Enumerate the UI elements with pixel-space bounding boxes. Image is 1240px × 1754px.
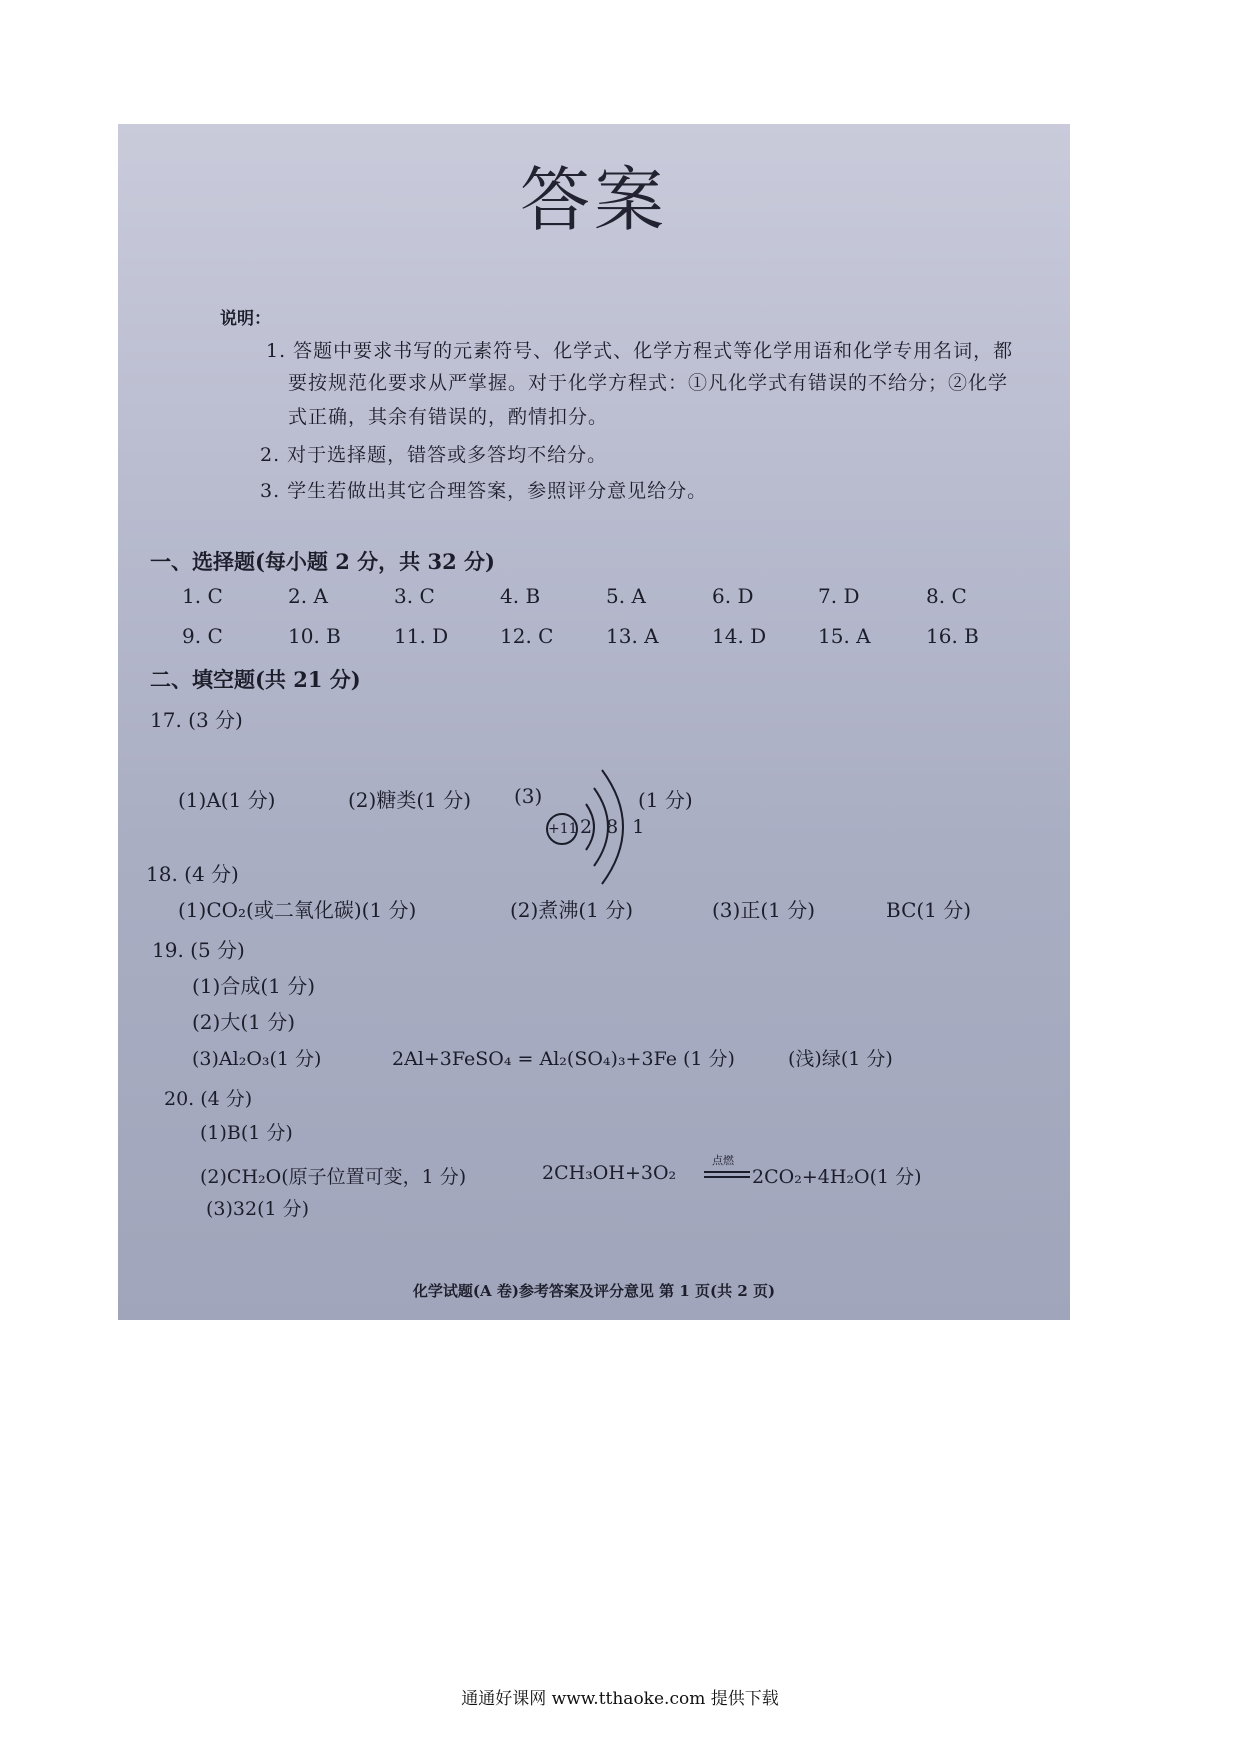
page-footer: 化学试题(A 卷)参考答案及评分意见 第 1 页(共 2 页): [412, 1282, 776, 1300]
q19-equation: 2Al+3FeSO₄ = Al₂(SO₄)₃+3Fe (1 分): [392, 1048, 735, 1070]
choice-answer: 16. B: [926, 624, 979, 648]
choice-answer: 2. A: [288, 584, 328, 608]
equation-bar: [704, 1176, 750, 1178]
equation-bar: [704, 1171, 750, 1173]
page-title: 答案: [520, 159, 668, 241]
question-19-label: 19. (5 分): [152, 938, 245, 962]
choice-answer: 11. D: [394, 624, 449, 648]
note-line: 式正确，其余有错误的，酌情扣分。: [288, 406, 609, 428]
choice-answer: 7. D: [818, 584, 860, 608]
q17-answer-1: (1)A(1 分): [178, 788, 276, 812]
scanned-answer-sheet: [118, 124, 1070, 1320]
electron-shell-counts: 2 8 1: [580, 816, 649, 838]
q19-answer-1: (1)合成(1 分): [192, 974, 316, 998]
choice-answer: 13. A: [606, 624, 659, 648]
sodium-atom-structure-diagram: [546, 760, 786, 910]
note-line: 3. 学生若做出其它合理答案，参照评分意见给分。: [260, 480, 708, 502]
q20-equation-right: 2CO₂+4H₂O(1 分): [752, 1166, 922, 1188]
question-20-label: 20. (4 分): [164, 1088, 253, 1110]
q19-answer-2: (2)大(1 分): [192, 1010, 296, 1034]
note-line: 1. 答题中要求书写的元素符号、化学式、化学方程式等化学用语和化学专用名词，都: [266, 340, 1014, 362]
q20-answer-2: (2)CH₂O(原子位置可变，1 分): [200, 1166, 467, 1188]
q19-answer-4: (浅)绿(1 分): [788, 1048, 893, 1070]
choice-answer: 14. D: [712, 624, 767, 648]
choice-answer: 8. C: [926, 584, 967, 608]
question-18-label: 18. (4 分): [146, 862, 239, 886]
source-watermark: 通通好课网 www.tthaoke.com 提供下载: [461, 1689, 779, 1709]
q20-answer-1: (1)B(1 分): [200, 1122, 293, 1144]
choice-answer: 3. C: [394, 584, 435, 608]
atom-nucleus: +11: [546, 813, 578, 845]
choice-answer: 15. A: [818, 624, 871, 648]
q20-equation-condition: 点燃: [712, 1154, 734, 1167]
choice-answer: 6. D: [712, 584, 754, 608]
choice-answer: 10. B: [288, 624, 341, 648]
q18-answer-1: (1)CO₂(或二氧化碳)(1 分): [178, 898, 417, 922]
note-line: 2. 对于选择题，错答或多答均不给分。: [260, 444, 608, 466]
choice-answer: 1. C: [182, 584, 223, 608]
section-heading-choice: 一、选择题(每小题 2 分，共 32 分): [150, 549, 495, 574]
q19-answer-3: (3)Al₂O₃(1 分): [192, 1048, 322, 1070]
q17-answer-2: (2)糖类(1 分): [348, 788, 472, 812]
q18-answer-4: BC(1 分): [886, 898, 972, 922]
choice-answer: 9. C: [182, 624, 223, 648]
q17-answer-3-score: (1 分): [638, 788, 693, 812]
q20-equation-left: 2CH₃OH+3O₂: [542, 1162, 677, 1184]
choice-answer: 12. C: [500, 624, 554, 648]
section-heading-fill: 二、填空题(共 21 分): [150, 667, 361, 692]
choice-answer: 5. A: [606, 584, 646, 608]
q17-answer-3-prefix: (3): [514, 784, 543, 808]
q18-answer-2: (2)煮沸(1 分): [510, 898, 634, 922]
q20-answer-3: (3)32(1 分): [206, 1198, 310, 1220]
note-line: 要按规范化要求从严掌握。对于化学方程式：①凡化学式有错误的不给分；②化学: [288, 372, 1009, 394]
notes-heading: 说明：: [220, 309, 271, 329]
q18-answer-3: (3)正(1 分): [712, 898, 816, 922]
choice-answer: 4. B: [500, 584, 541, 608]
question-17-label: 17. (3 分): [150, 708, 243, 732]
